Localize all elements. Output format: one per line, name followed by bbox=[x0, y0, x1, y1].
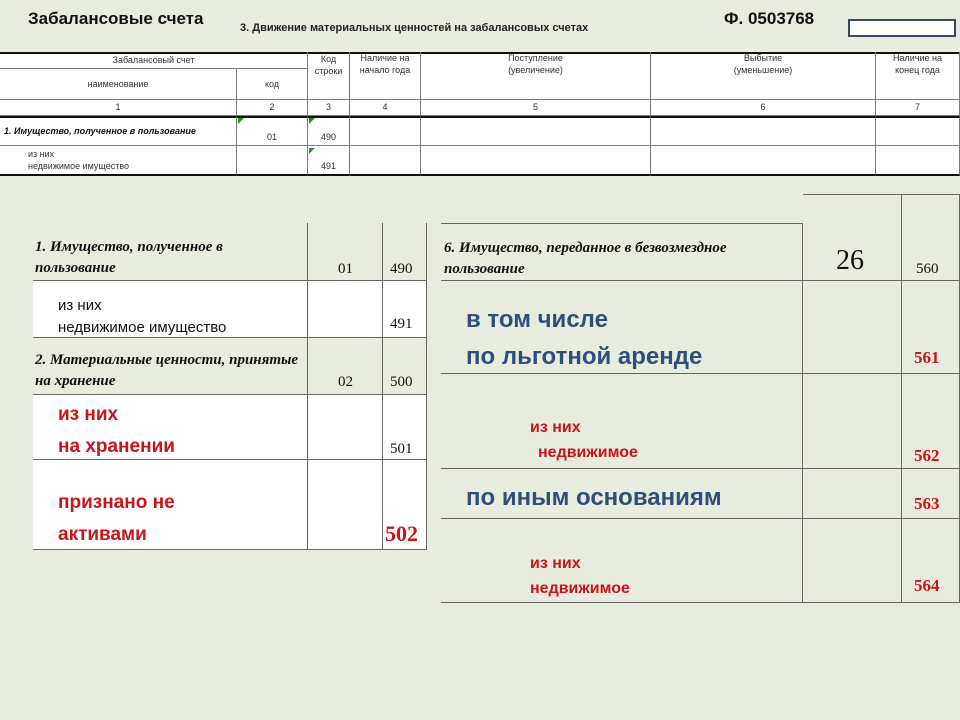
col-number-6: 6 bbox=[651, 100, 876, 116]
top-row-2-receipt[interactable] bbox=[421, 146, 651, 176]
col-number-7: 7 bbox=[876, 100, 960, 116]
right-row-2-line: 561 bbox=[902, 281, 960, 374]
left-row-4-line: 501 bbox=[383, 395, 427, 460]
right-row-5-line: 564 bbox=[902, 519, 960, 603]
right-row-4-label: по иным основаниям bbox=[441, 469, 803, 519]
left-row-5-label: признано не активами bbox=[33, 460, 308, 550]
header-name: наименование bbox=[0, 69, 237, 100]
top-row-2-balance-end[interactable] bbox=[876, 146, 960, 176]
top-row-2-line: 491 bbox=[308, 146, 350, 176]
header-line-code: Код строки bbox=[308, 52, 350, 100]
left-row-2-line: 491 bbox=[383, 281, 427, 338]
left-row-5-line: 502 bbox=[383, 460, 427, 550]
top-row-2-code[interactable] bbox=[237, 146, 308, 176]
form-code-input-box[interactable] bbox=[848, 19, 956, 37]
left-row-4-label: из них на хранении bbox=[33, 395, 308, 460]
top-row-2-name-line1: из них bbox=[28, 148, 55, 159]
col-number-3: 3 bbox=[308, 100, 350, 116]
right-row-2-label: в том числе по льготной аренде bbox=[441, 281, 803, 374]
right-row-5-label: из них недвижимое bbox=[441, 519, 803, 603]
left-row-5-code bbox=[308, 460, 383, 550]
top-row-1-balance-start[interactable] bbox=[350, 116, 421, 146]
right-row-3-label: из них недвижимое bbox=[441, 374, 803, 469]
cell-marker-icon bbox=[309, 148, 315, 154]
header-disposal: Выбытие (уменьшение) bbox=[651, 52, 876, 100]
top-form-table bbox=[0, 52, 960, 176]
header-account: Забалансовый счет bbox=[0, 52, 308, 69]
col-number-2: 2 bbox=[237, 100, 308, 116]
top-row-2-balance-start[interactable] bbox=[350, 146, 421, 176]
top-row-1-receipt[interactable] bbox=[421, 116, 651, 146]
left-detail-table bbox=[33, 223, 427, 550]
section-subtitle: 3. Движение материальных ценностей на забалансовых счетах bbox=[240, 22, 589, 34]
right-row-1-line: 560 bbox=[902, 194, 960, 281]
left-row-3-line: 500 bbox=[383, 338, 427, 395]
right-row-1-code: 26 bbox=[803, 194, 902, 281]
left-row-1-line: 490 bbox=[383, 223, 427, 281]
top-row-1-balance-end[interactable] bbox=[876, 116, 960, 146]
right-row-2-code bbox=[803, 281, 902, 374]
header-balance-start: Наличие на начало года bbox=[350, 52, 421, 100]
cell-marker-icon bbox=[309, 118, 315, 124]
col-number-5: 5 bbox=[421, 100, 651, 116]
left-row-2-label: из них недвижимое имущество bbox=[33, 281, 308, 338]
right-detail-table bbox=[441, 194, 960, 603]
header-receipt: Поступление (увеличение) bbox=[421, 52, 651, 100]
top-row-1-code[interactable]: 01 bbox=[237, 116, 308, 146]
right-row-4-line: 563 bbox=[902, 469, 960, 519]
col-number-4: 4 bbox=[350, 100, 421, 116]
left-row-3-label: 2. Материальные ценности, принятые на хранение bbox=[33, 338, 308, 395]
col-number-1: 1 bbox=[0, 100, 237, 116]
left-row-3-code: 02 bbox=[308, 338, 383, 395]
top-row-1-disposal[interactable] bbox=[651, 116, 876, 146]
right-row-3-line: 562 bbox=[902, 374, 960, 469]
left-row-1-code: 01 bbox=[308, 223, 383, 281]
top-row-2-disposal[interactable] bbox=[651, 146, 876, 176]
left-row-2-code bbox=[308, 281, 383, 338]
left-row-4-code bbox=[308, 395, 383, 460]
header-balance-end: Наличие на конец года bbox=[876, 52, 960, 100]
top-row-2-name bbox=[0, 146, 237, 176]
left-row-1-label: 1. Имущество, полученное в пользование bbox=[33, 223, 308, 281]
page-title: Забалансовые счета bbox=[28, 9, 204, 28]
form-code: Ф. 0503768 bbox=[724, 9, 815, 28]
cell-marker-icon bbox=[238, 118, 244, 124]
top-row-2-name-line2: недвижимое имущество bbox=[28, 161, 130, 171]
header-code: код bbox=[237, 69, 308, 100]
right-row-4-code bbox=[803, 469, 902, 519]
right-row-1-label: 6. Имущество, переданное в безвозмездное пользование bbox=[441, 223, 803, 281]
right-row-3-code bbox=[803, 374, 902, 469]
top-row-1-name: 1. Имущество, полученное в пользование bbox=[0, 116, 237, 146]
right-row-5-code bbox=[803, 519, 902, 603]
top-row-1-line: 490 bbox=[308, 116, 350, 146]
